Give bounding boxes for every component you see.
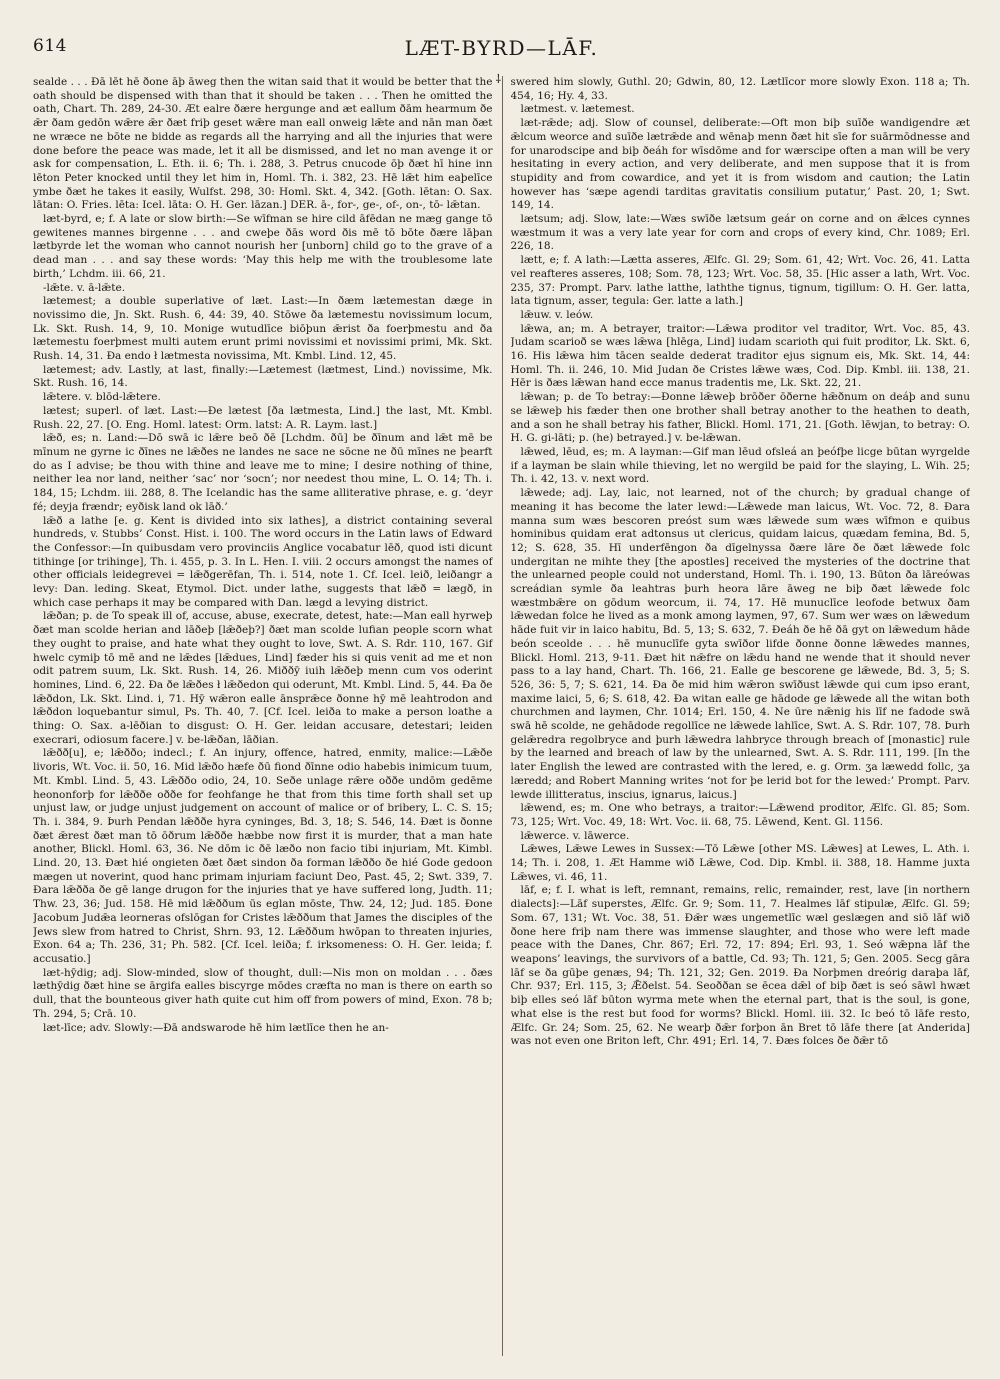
text-columns (33, 72, 970, 1366)
dictionary-entry: læt-hȳdig; adj. Slow-minded, slow of thought, dull:—Nis mon on moldan . . . ðæs læthȳdig ðæt hine se ārgifa ealles biscyrge mōdes cræfta no man is there on earth so dull, that the bounteous giver hath quite cut him off from powers of mind, Exon. 78 b; Th. 294, 5; Crā. 10. (33, 966, 493, 1020)
dictionary-entry: lǣð a lathe [e. g. Kent is divided into six lathes], a district containing several hundreds, v. Stubbs’ Const. Hist. i. 100. The word occurs in the Latin laws of Edward the Confessor:—In quibusdam vero provinciis Anglice vocabatur lēð, quod isti dicunt tithinge [or trihinge], Th. i. 455, p. 3. In L. Hen. I. viii. 2 occurs amongst the names of other officials leidegrevei = lǣðgerēfan, Th. i. 514, note 1. Cf. Icel. leið, leiðangr a levy: Dan. leding. Skeat, Etymol. Dict. under lathe, suggests that lǣð = lægð, in which case perhaps it may be compared with Dan. lægd a levying district. (33, 514, 493, 609)
dictionary-entry: Lǣwes, Lǣwe Lewes in Sussex:—Tō Lǣwe [other MS. Lǣwes] at Lewes, L. Ath. i. 14; Th. i. 208, 1. Æt Hamme wið Lǣwe, Cod. Dip. Kmbl. ii. 388, 18. Hamme juxta Lǣwes, vi. 46, 11. (510, 843, 970, 883)
dictionary-entry: lætemest; adv. Lastly, at last, finally:—Lætemest (lætmest, Lind.) novissime, Mk. Skt. Rush. 16, 14. (33, 363, 493, 390)
page-header (33, 36, 970, 66)
left-column (33, 76, 493, 1366)
dictionary-entry: lætmest. v. lætemest. (520, 103, 635, 116)
dictionary-entry: lætt, e; f. A lath:—Lætta asseres, Ælfc. Gl. 29; Som. 61, 42; Wrt. Voc. 26, 41. Latta vel reafteres asseres, 108; Som. 78, 123; Wrt. Voc. 58, 35. [Hic asser a lath, Wrt. Voc. 235, 37: Prompt. Parv. lathe latthe, laththe tignus, tignum, tigillum: O. H. Ger. latta, lata tignum, asser, tegula: Ger. latte a lath.] (510, 254, 970, 308)
dictionary-entry: lætemest; a double superlative of læt. Last:—In ðæm lætemestan dæge in novissimo die, Jn. Skt. Rush. 6, 44: 39, 40. Stōwe ða lætemestu novissimum locum, Lk. Skt. Rush. 14, 9, 10. Monige wutudlīce biōþun ǣrist ða foerþmestu and ða lætemestu foerþmest multi autem erunt primi novissimi et novissimi primi, Mk. Skt. Rush. 14, 31. Ða endo ł lætmesta novissima, Mt. Kmbl. Lind. 12, 45. (33, 295, 493, 363)
dictionary-entry: lǣtere. v. blōd-lǣtere. (43, 391, 161, 404)
dictionary-entry: lǣðð[u], e; lǣððo; indecl.; f. An injury, offence, hatred, enmity, malice:—Lǣðe livoris, Wt. Voc. ii. 50, 16. Mid lǣðo hæfe ðū fiond ðīnne odio habebis inimicum tuum, Mt. Kmbl. Lind. 5, 43. Lǣððo odio, 24, 10. Seðe unlage rǣre oððe undōm gedēme heononforþ for lǣððe oððe for feohfange he that from this time forth shall set up unjust law, or judge unjust judgement on account of malice or of bribery, L. C. S. 15; Th. i. 384, 9. Þurh Pendan lǣððe hyra cyninges, Bd. 3, 18; S. 546, 14. Ðæt is ðonne ðæt ǣrest ðæt man tō ōðrum lǣððe hæbbe now first it is murder, that a man hate another, Blickl. Homl. 63, 36. Ne dōm ic ðē læðo non facio tibi injuriam, Mt. Kimbl. Lind. 20, 13. Ðæt hié ongieten ðæt ðæt sindon ða forman lǣððo ðe hié Gode gedoon mægen ut noverint, quod hanc primam injuriam faciunt Deo, Past. 45, 2; Swt. 339, 7. Ðara lǣðða ðe gē lange drugon for the injuries that ye have suffered long, Judth. 11; Thw. 23, 36; Jud. 158. Hē mid lǣððum ūs eglan mōste, Thw. 24, 12; Jud. 185. Ðone Jacobum Judǣa leorneras ofslōgan for Cristes lǣððum that James the disciples of the Jews slew from hatred to Christ, Shrn. 93, 12. Lǣððum hwōpan to threaten injuries, Exon. 64 a; Th. 236, 31; Ph. 582. [Cf. Icel. leiða; f. irksomeness: O. H. Ger. leida; f. accusatio.] (33, 747, 493, 965)
dictionary-entry: swered him slowly, Guthl. 20; Gdwin, 80, 12. Lætlīcor more slowly Exon. 118 a; Th. 454, 16; Hy. 4, 33. (510, 76, 970, 102)
column-mark-icon: ⸸ (495, 72, 502, 86)
dictionary-entry: sealde . . . Ðā lēt hē ðone āþ āweg then the witan said that it would be better that the oath should be dispensed with than that it should be taken . . . Then he omitted the oath, Chart. Th. 289, 24-30. Æt ealre ðære hergunge and æt eallum ðām hearmum ðe ǣr ðam gedōn wǣre ǣr ðæt friþ geset wǣre man eall onweig lǣte and nān man ðæt ne wræce ne bōte ne bidde as regards all the harrying and all the injuries that were done before the peace was made, let it all be dismissed, and let no man avenge it or ask for compensation, L. Eth. ii. 6; Th. i. 288, 3. Petrus cnucode ōþ ðæt hī hine inn lēton Peter knocked until they let him in, Homl. Th. i. 382, 23. Hē lǣt him eaþelīce ymbe ðæt he takes it easily, Wulfst. 298, 30: Homl. Skt. 4, 342. [Goth. lētan: O. Sax. lātan: O. Fries. lēta: Icel. lāta: O. H. Ger. lāzan.] DER. ā-, for-, ge-, of-, on-, tō- lǣtan. (33, 76, 493, 212)
page-number: 614 (33, 36, 67, 56)
dictionary-entry: lǣð, es; n. Land:—Dō swā ic lǣre beō ðē [Lchdm. ðū] be ðīnum and lǣt mē be mīnum ne gyrne ic ðīnes ne lǣðes ne landes ne sace ne sōcne ne ðū mīnes ne þearft do as I advise; be thou with thine and leave me to mine; I desire nothing of thine, neither lea nor land, neither ‘sac’ nor ‘socn’; nor needest thou mine, L. O. 14; Th. i. 184, 15; Lchdm. iii. 288, 8. The Icelandic has the same alliterative phrase, e. g. ‘deyr fé; deyja frændr; eyðisk land ok lāð.’ (33, 432, 493, 513)
dictionary-entry: lāf, e; f. I. what is left, remnant, remains, relic, remainder, rest, lave [in northern dialects]:—Lāf superstes, Ælfc. Gr. 9; Som. 11, 7. Healmes lāf stipulæ, Ælfc. Gl. 59; Som. 67, 131; Wt. Voc. 38, 51. Ðǣr wæs ungemetlīc wæl geslægen and siō lāf wið ðone here friþ nam there was immense slaughter, and those who were left made peace with the Danes, Chr. 867; Erl. 72, 17: 894; Erl. 93, 1. Seó wǣpna lāf the weapons’ leavings, the survivors of a battle, Cd. 93; Th. 121, 5; Gen. 2005. Secg gāra lāf se ða gūþe genæs, 94; Th. 121, 32; Gen. 2019. Ða Norþmen dreórig daraþa lāf, Chr. 937; Erl. 115, 3; Ǣðelst. 54. Seoððan se ēcea dǣl of biþ ðæt is seó sāwl hwæt biþ elles seó lāf būton wyrma mete when the eternal part, that is the soul, is gone, what else is the rest but food for worms? Blickl. Homl. iii. 32. Ic beó tō lāfe resto, Ælfc. Gr. 24; Som. 25, 62. Ne wearþ ðǣr forþon ān Bret tō lāfe there [at Anderida] was not even one Briton left, Chr. 491; Erl. 14, 7. Ðæs folces ðe ðǣr tō (510, 884, 970, 1048)
dictionary-entry: læt-līce; adv. Slowly:—Ðā andswarode hē him lætlīce then he an- (43, 1021, 389, 1034)
dictionary-entry: lǣwede; adj. Lay, laic, not learned, not of the church; by gradual change of meaning it has become the later lewd:—Lǣwede man laicus, Wt. Voc. 72, 8. Ðara manna sum wæs bescoren preóst sum wæs lǣwede sum wæs wīfmon e quibus hominibus quidam erat adtonsus ut clericus, quidam laicus, quædam femina, Bd. 5, 12; S. 628, 35. Hī underfēngon ða dīgelnyssa ðære lāre ðe ðæt lǣwede folc undergitan ne mihte they [the apostles] received the mysteries of the doctrine that the unlearned people could not understand, Homl. Th. i. 190, 13. Būton ða lāreówas screádian symle ða leahtras þurh heora lāre āweg ne biþ ðæt lǣwede folc wæstmbǣre on gōdum weorcum, ii. 74, 17. Hē munuclīce leofode betwux ðam lǣwedan folce he lived as a monk among laymen, 97, 67. Sum wer wæs on lǣwedum hāde fuit vir in laico habitu, Bd. 5, 13; S. 632, 7. Ðeáh ðe hē ðā gyt on lǣwedum hāde beón sceolde . . . hē munuclīfe gyta swīðor lifde ðonne ðonne lǣwedes mannes, Blickl. Homl. 213, 9-11. Ðæt hit nǣfre on lǣdu hand ne wende that it should never pass to a lay hand, Chart. Th. 166, 21. Ealle ge bescorene ge lǣwede, Bd. 3, 5; S. 526, 36: 5, 7; S. 621, 14. Ða ðe mid him wǣron swīðust lǣwde qui cum ipso erant, maxime laici, 5, 6; S. 618, 42. Ða witan ealle ge hādode ge lǣwede all the witan both churchmen and laymen, Chr. 1014; Erl. 150, 4. Ne ūre nǣnig his līf ne fadode swā swā hē scolde, ne gehādode regollīce ne lǣwede lahlīce, Swt. A. S. Rdr. 107, 78. Þurh gelǣredra regolbryce and þurh lǣwedra lahbryce through breach of [monastic] rule by the learned and breach of law by the unlearned, Swt. A. S. Rdr. 111, 199. [In the later English the lewed are contrasted with the lered, e. g. Orm. ʒa læwedd follc, ʒa læredd; and Robert Manning writes ‘not for þe lerid bot for the lewed:’ Prompt. Parv. lewde illitteratus, inscius, ignarus, laicus.] (510, 487, 970, 801)
dictionary-entry: lǣwa, an; m. A betrayer, traitor:—Lǣwa proditor vel traditor, Wrt. Voc. 85, 43. Judam scarioð se wæs lǣwa [hlēga, Lind] iudam scarioth qui fuit proditor, Lk. Skt. 6, 16. His lǣwa him tācen sealde dederat traditor ejus signum eis, Mk. Skt. 14, 44: Homl. Th. ii. 246, 10. Mid Judan ðe Cristes lǣwe wæs, Cod. Dip. Kmbl. iii. 138, 21. Hēr is ðæs lǣwan hand ecce manus tradentis me, Lk. Skt. 22, 21. (510, 322, 970, 390)
column-rule (502, 76, 503, 1356)
dictionary-entry: lǣwan; p. de To betray:—Ðonne lǣweþ brōðer ōðerne hǣðnum on deáþ and sunu se lǣweþ his fæder then one brother shall betray another to the heathen to death, and a son he shall betray his father, Blickl. Homl. 171, 21. [Goth. lēwjan, to betray: O. H. G. gi-lāti; p. (he) betrayed.] v. be-lǣwan. (510, 391, 970, 445)
dictionary-entry: lǣðan; p. de To speak ill of, accuse, abuse, execrate, detest, hate:—Man eall hyrweþ ðæt man scolde herian and lāðeþ [lǣðeþ?] ðæt man scolde lufian people scorn what they ought to praise, and hate what they ought to love, Swt. A. S. Rdr. 110, 167. Gif hwelc cymiþ tō mē and ne lǣdes [lǣdues, Lind] fæder his si quis venit ad me et non odit patrem suum, Lk. Skt. Rush. 14, 26. Miððȳ iuih lǣðeþ menn cum vos oderint homines, Lind. 6, 22. Ða ðe lǣðes ł lǣðedon qui oderunt, Mt. Kmbl. Lind. 5, 44. Ða ðe lǣðdon, Lk. Skt. Lind. i, 71. Hȳ wǣron ealle ānsprǣce ðonne hȳ mē leahtrodon and lǣðdon loquebantur simul, Ps. Th. 40, 7. [Cf. Icel. leiða to make a person loathe a thing: O. Sax. a-lēðian to disgust: O. H. Ger. leidan accusare, detestari; leiden execrari, odiosum facere.] v. be-lǣðan, lāðian. (33, 610, 493, 746)
dictionary-entry: lætsum; adj. Slow, late:—Wæs swīðe lætsum geár on corne and on ǣlces cynnes wæstmum it was a very late year for corn and crops of every kind, Chr. 1089; Erl. 226, 18. (510, 213, 970, 253)
dictionary-entry: lǣwend, es; m. One who betrays, a traitor:—Lǣwend proditor, Ælfc. Gl. 85; Som. 73, 125; Wrt. Voc. 49, 18: Wrt. Voc. ii. 68, 75. Lēwend, Kent. Gl. 1156. (510, 802, 970, 828)
dictionary-entry: lǣwerce. v. lāwerce. (520, 829, 630, 842)
dictionary-entry: lǣuw. v. leów. (520, 308, 594, 321)
dictionary-entry: lǣwed, lēud, es; m. A layman:—Gif man lēud ofsleá an þeófþe licge būtan wyrgelde if a layman be slain while thieving, let no wergild be paid for the slaying, L. Wih. 25; Th. i. 42, 13. v. next word. (510, 445, 970, 486)
right-column (511, 76, 971, 1366)
dictionary-entry: læt-rǣde; adj. Slow of counsel, deliberate:—Oft mon biþ suīðe wandigendre æt ǣlcum weorce and suīðe lætrǣde and wēnaþ menn ðæt hit sīe for suārmōdnesse and for unarodscipe and biþ ðeáh for wīsdōme and for wærscipe often a man will be very hesitating in every action, and very deliberate, and men suppose that it is from stupidity and from cowardice, and yet it is from wisdom and caution; the Latin however has ‘sæpe agendi tarditas gravitatis consilium putatur,’ Past. 20, 1; Swt. 149, 14. (510, 117, 970, 212)
dictionary-entry: læt-byrd, e; f. A late or slow birth:—Se wīfman se hire cild āfēdan ne mæg gange tō gewitenes mannes birgenne . . . and cweþe ðās word ðis mē tō bōte ðære lāþan lætbyrde let the woman who cannot nourish her [unborn] child go to the grave of a dead man . . . and say these words: ‘May this help me with the troublesome late birth,’ Lchdm. iii. 66, 21. (33, 213, 493, 280)
dictionary-entry: -lǣte. v. ā-lǣte. (43, 281, 126, 294)
dictionary-entry: lætest; superl. of læt. Last:—Ðe lætest [ða lætmesta, Lind.] the last, Mt. Kmbl. Rush. 22, 27. [O. Eng. Homl. latest: Orm. latst: A. R. Laym. last.] (33, 404, 493, 431)
page-title: LÆT-BYRD—LĀF. (404, 36, 599, 60)
